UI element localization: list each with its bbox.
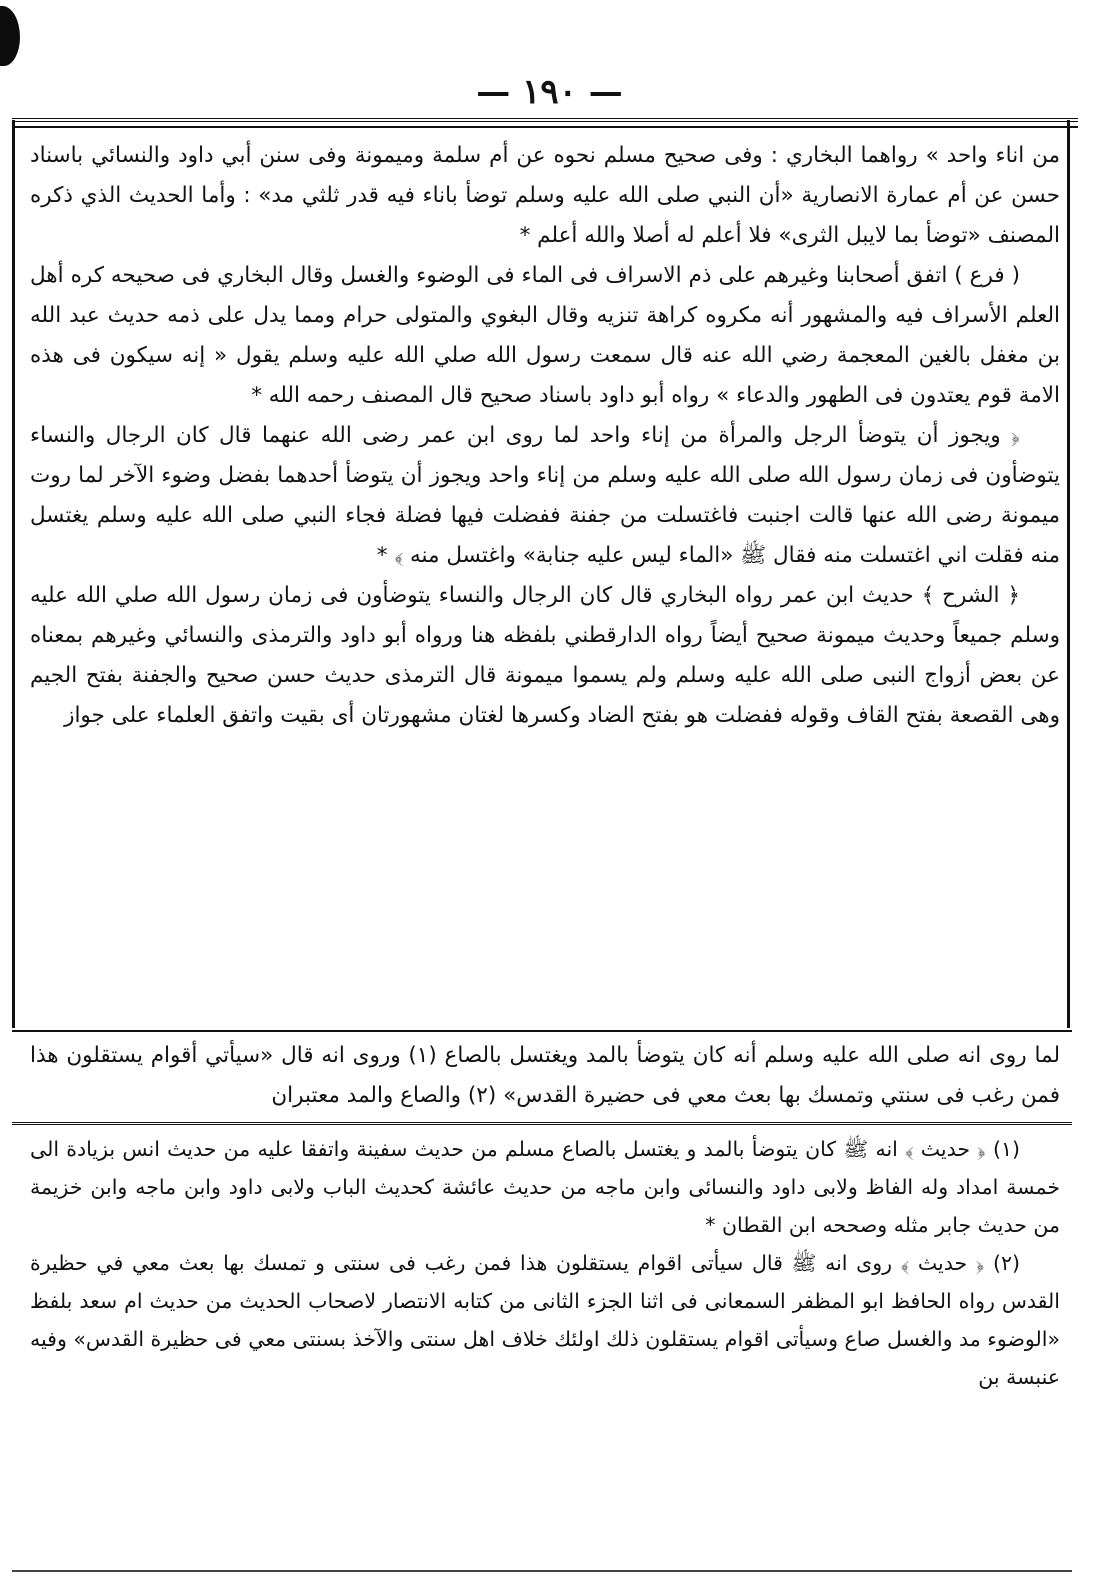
main-paragraph-3: ﴿ ويجوز أن يتوضأ الرجل والمرأة من إناء واحد لما روى ابن عمر رضى الله عنهما قال كان الرجال والنساء يتوضأون فى زمان رسول الله صلى الله عليه وسلم من إناء واحد ويجوز أن يتوضأ أحدهما بفضل وضوء الآخر لما روت ميمونة رضى الله عنها قالت اجنبت فاغتسلت من جفنة ففضلت فيها فضلة فجاء النبي صلى الله عليه وسلم يغتسل منه فقلت اني اغتسلت منه فقال ﷺ «الماء ليس عليه جنابة» واغتسل منه ﴾ * — [30, 423, 1060, 568]
main-paragraph-1: من اناء واحد » رواهما البخاري : وفى صحيح مسلم نحوه عن أم سلمة وميمونة وفى سنن أبي داود والنسائي باسناد حسن عن أم عمارة الانصارية «أن النبي صلى الله عليه وسلم توضأ باناء فيه قدر ثلثي مد» : وأما الحديث الذي ذكره المصنف «توضأ بما لايبل الثرى» فلا أعلم له أصلا والله أعلم * — [30, 143, 1060, 248]
footnote-1: (١) ﴿ حديث ﴾ انه ﷺ كان يتوضأ بالمد و يغتسل بالصاع مسلم من حديث سفينة واتفقا عليه من حديث انس بزيادة الى خمسة امداد وله الفاظ ولابى داود والنسائى وابن ماجه من حديث عائشة كحديث الباب ولابى داود وابن ماجه وابن خزيمة من حديث جابر مثله وصححه ابن القطان * — [30, 1137, 1060, 1237]
footnotes — [30, 1130, 1060, 1396]
footnote-divider — [12, 1122, 1072, 1125]
main-text — [30, 136, 1060, 736]
middle-text: لما روى انه صلى الله عليه وسلم أنه كان يتوضأ بالمد ويغتسل بالصاع (١) وروى انه قال «سيأتي أقوام يستقلون هذا فمن رغب فى سنتي وتمسك بها بعث معي فى حضيرة القدس» (٢) والصاع والمد معتبران — [30, 1043, 1060, 1108]
section-divider — [12, 1030, 1072, 1032]
left-column-rule — [12, 120, 15, 1028]
bottom-rule — [12, 1570, 1072, 1572]
footnote-2: (٢) ﴿ حديث ﴾ روى انه ﷺ قال سيأتى اقوام يستقلون هذا فمن رغب فى سنتى و تمسك بها بعث معي في حظيرة القدس رواه الحافظ ابو المظفر السمعانى فى اثنا الجزء الثانى من كتابه الانتصار لاصحاب الحديث من حديث ام سعد بلفظ «الوضوء مد والغسل صاع وسيأتى اقوام يستقلون ذلك اولئك خلاف اهل سنتى والآخذ بسنتى معي فى حظيرة القدس» وفيه عنبسة بن — [30, 1251, 1060, 1389]
page-number: — ١٩٠ — — [476, 72, 623, 112]
right-column-rule — [1067, 120, 1070, 1028]
ink-blot — [0, 6, 20, 66]
main-paragraph-2: ( فرع ) اتفق أصحابنا وغيرهم على ذم الاسراف فى الماء فى الوضوء والغسل وقال البخاري فى صحيحه كره أهل العلم الأسراف فيه والمشهور أنه مكروه كراهة تنزيه وقال البغوي والمتولى حرام ومما يدل على ذمه حديث عبد الله بن مغفل بالغين المعجمة رضي الله عنه قال سمعت رسول الله صلي الله عليه وسلم يقول « إنه سيكون فى هذه الامة قوم يعتدون فى الطهور والدعاء » رواه أبو داود باسناد صحيح قال المصنف رحمه الله * — [30, 263, 1060, 408]
main-paragraph-4: ﴿ الشرح ﴾ حديث ابن عمر رواه البخاري قال كان الرجال والنساء يتوضأون فى زمان رسول الله صلي الله عليه وسلم جميعاً وحديث ميمونة صحيح أيضاً رواه الدارقطني بلفظه هنا ورواه أبو داود والترمذى والنسائي وغيرهم بمعناه عن بعض أزواج النبى صلى الله عليه وسلم ولم يسموا ميمونة قال الترمذى حديث حسن صحيح والجفنة بفتح الجيم وهى القصعة بفتح القاف وقوله ففضلت هو بفتح الضاد وكسرها لغتان مشهورتان أى بقيت واتفق العلماء على جواز — [30, 583, 1060, 728]
